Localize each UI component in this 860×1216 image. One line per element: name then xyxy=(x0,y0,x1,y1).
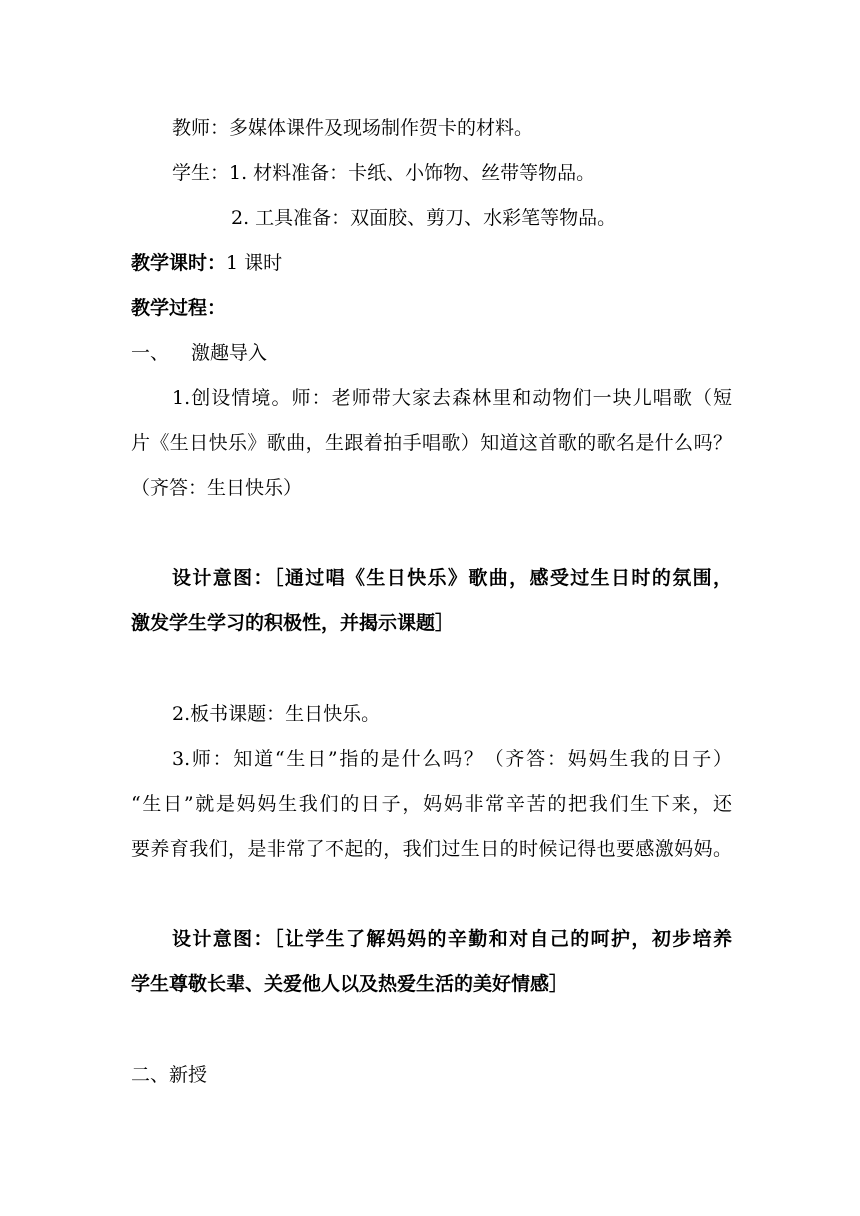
teaching-process-heading: 教学过程： xyxy=(131,297,227,319)
paragraph-three-line-1: 3.师：知道“生日”指的是什么吗？（齐答：妈妈生我的日子） xyxy=(172,748,732,770)
teaching-hours-value: 1 课时 xyxy=(226,252,283,274)
paragraph-three-line-2: “生日”就是妈妈生我们的日子，妈妈非常辛苦的把我们生下来，还 xyxy=(131,793,732,815)
section-one-title: 激趣导入 xyxy=(191,342,268,364)
student-materials-line: 学生：1. 材料准备：卡纸、小饰物、丝带等物品。 xyxy=(172,162,596,184)
paragraph-two: 2.板书课题：生日快乐。 xyxy=(172,703,381,725)
student-tools-line: 2. 工具准备：双面胶、剪刀、水彩笔等物品。 xyxy=(231,207,617,229)
teaching-hours-label: 教学课时： xyxy=(131,252,227,274)
design-intent-two-line-1: 设计意图：［让学生了解妈妈的辛勤和对自己的呵护，初步培养 xyxy=(172,928,732,950)
paragraph-three-line-3: 要养育我们，是非常了不起的，我们过生日的时候记得也要感激妈妈。 xyxy=(131,838,732,860)
design-intent-two-line-2: 学生尊敬长辈、关爱他人以及热爱生活的美好情感］ xyxy=(131,973,569,995)
paragraph-one-line-1: 1.创设情境。师：老师带大家去森林里和动物们一块儿唱歌（短 xyxy=(172,387,732,409)
teaching-hours-line xyxy=(131,251,282,275)
design-intent-one-line-2: 激发学生学习的积极性，并揭示课题］ xyxy=(131,612,455,634)
design-intent-one-line-1: 设计意图：［通过唱《生日快乐》歌曲，感受过生日时的氛围， xyxy=(172,567,732,589)
section-two-heading: 二、新授 xyxy=(131,1064,208,1086)
section-one-number: 一、 xyxy=(131,342,170,364)
paragraph-one-line-2: 片《生日快乐》歌曲，生跟着拍手唱歌）知道这首歌的歌名是什么吗？ xyxy=(131,432,732,454)
teacher-materials-line: 教师：多媒体课件及现场制作贺卡的材料。 xyxy=(172,117,534,139)
paragraph-one-line-3: （齐答：生日快乐） xyxy=(131,477,303,499)
